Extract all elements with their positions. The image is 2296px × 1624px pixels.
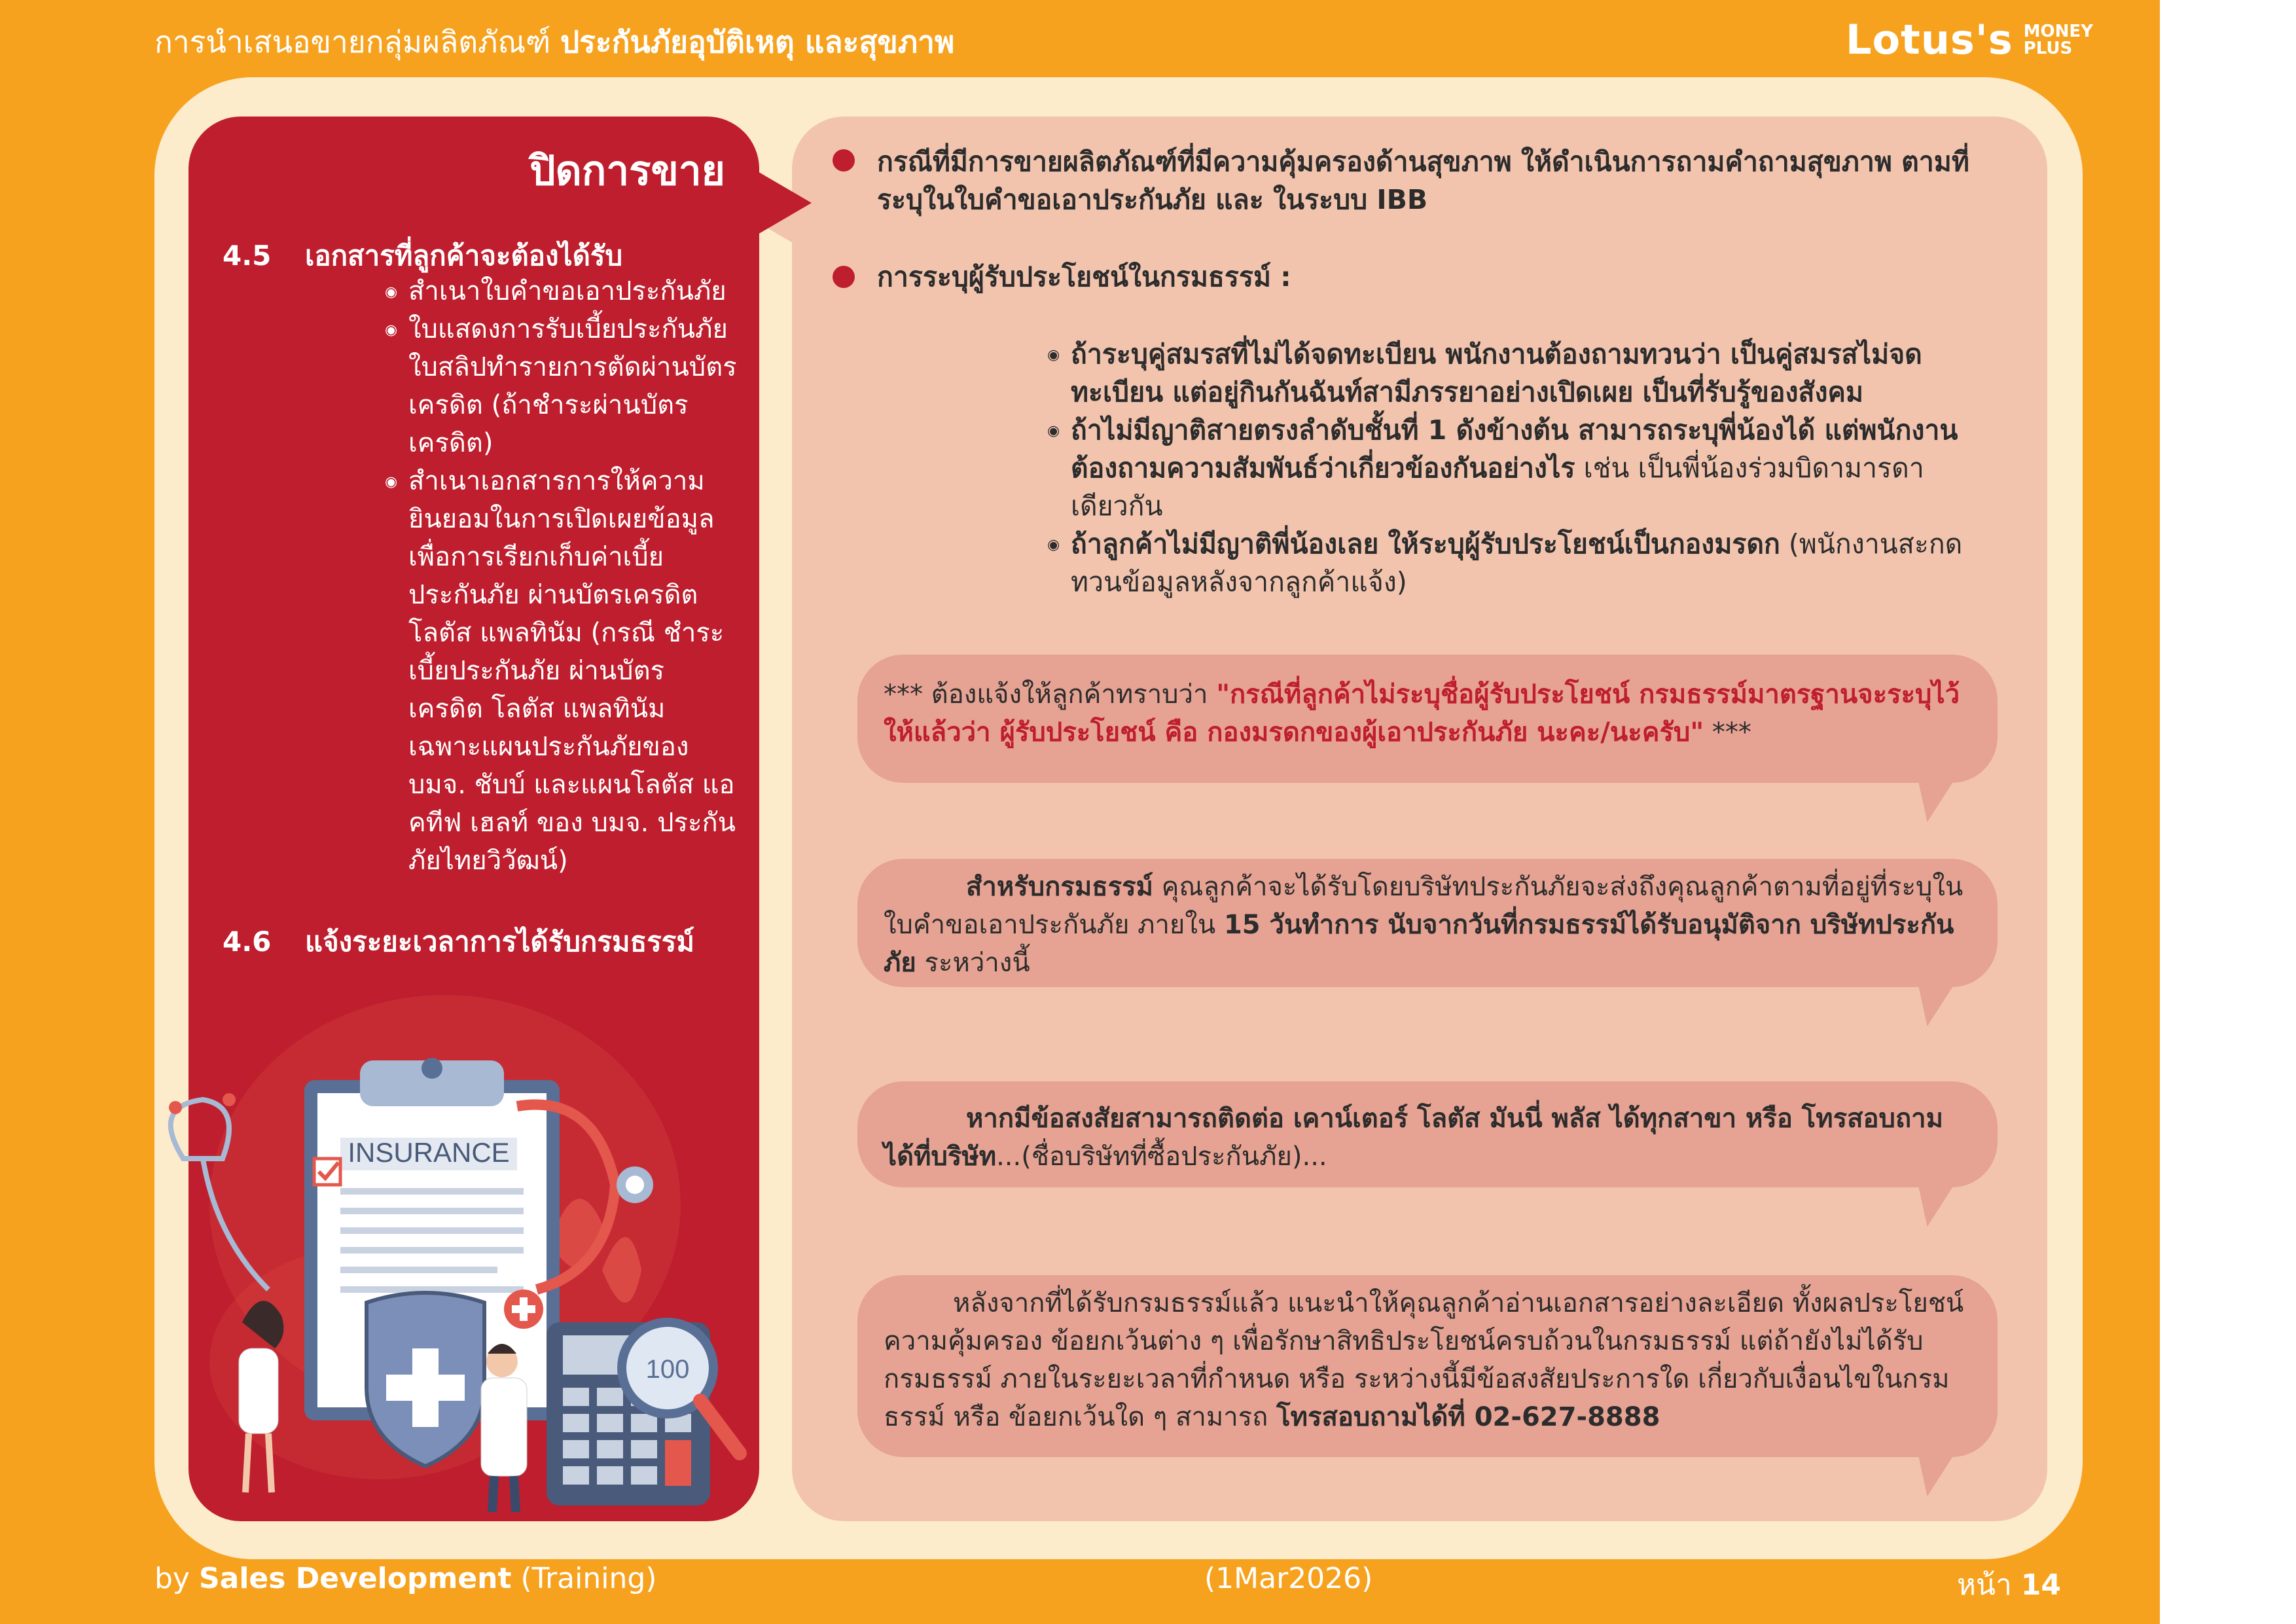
beneficiary-heading: การระบุผู้รับประโยชน์ในกรมธรรม์ : bbox=[877, 261, 1291, 293]
left-panel-title: ปิดการขาย bbox=[529, 147, 725, 194]
lotus-money-plus-logo bbox=[1846, 16, 2093, 63]
page-number bbox=[1957, 1562, 2061, 1608]
rule-text: ถ้าระบุคู่สมรสที่ไม่ได้จดทะเบียน พนักงานต้องถามทวนว่า เป็นคู่สมรสไม่จดทะเบียน แต่อยู่กินกันฉันท์สามีภรรยาอย่างเปิดเผย เป็นที่รับรู้ของสังคม bbox=[1071, 338, 1922, 408]
notice-bubble bbox=[857, 655, 1998, 783]
insurance-label: INSURANCE bbox=[348, 1137, 510, 1168]
header-bold: ประกันภัยอุบัติเหตุ และสุขภาพ bbox=[560, 24, 955, 60]
footer-by: by bbox=[154, 1562, 199, 1595]
header-plain: การนำเสนอขายกลุ่มผลิตภัณฑ์ bbox=[154, 24, 560, 60]
notice-pre: *** ต้องแจ้งให้ลูกค้าทราบว่า bbox=[884, 679, 1217, 710]
section-number: 4.6 bbox=[223, 926, 272, 958]
delivery-text: คุณลูกค้าจะได้รับโดยบริษัทประกันภัยจะส่งถึงคุณลูกค้าตามที่อยู่ที่ระบุในใบคำขอเอาประกันภัย ภายใน bbox=[884, 872, 1964, 940]
hotline-number: โทรสอบถามได้ที่ 02-627-8888 bbox=[1276, 1402, 1660, 1432]
footer-team: Sales Development bbox=[198, 1562, 512, 1595]
rule-note: (พนักงานสะกดทวนข้อมูลหลังจากลูกค้าแจ้ง) bbox=[1071, 528, 1963, 598]
policy-delivery-bubble bbox=[857, 859, 1998, 987]
list-item: ◉ สำเนาใบคำขอเอาประกันภัย bbox=[385, 272, 738, 310]
footer-date: (1Mar2026) bbox=[1204, 1562, 1373, 1595]
delivery-bold: สำหรับกรมธรรม์ bbox=[966, 872, 1153, 902]
list-item bbox=[1047, 411, 1977, 525]
section-title: แจ้งระยะเวลาการได้รับกรมธรรม์ bbox=[305, 926, 695, 958]
list-item bbox=[1047, 335, 1977, 411]
document-list bbox=[385, 272, 738, 880]
rule-text: ถ้าไม่มีญาติสายตรงลำดับชั้นที่ 1 ดังข้างต้น สามารถระบุพี่น้องได้ แต่พนักงานต้องถามความสัมพันธ์ว่าเกี่ยวข้องกันอย่างไร bbox=[1071, 414, 1958, 484]
section-4-6 bbox=[223, 920, 694, 964]
logo-main: Lotus's bbox=[1846, 16, 2013, 63]
contact-text: ...(ชื่อบริษัทที่ซื้อประกันภัย)... bbox=[996, 1142, 1327, 1172]
svg-text:100: 100 bbox=[645, 1355, 690, 1384]
rule-text: ถ้าลูกค้าไม่มีญาติพี่น้องเลย ให้ระบุผู้รับประโยชน์เป็นกองมรดก bbox=[1071, 528, 1780, 560]
list-item: ◉ สำเนาเอกสารการให้ความยินยอมในการเปิดเผยข้อมูลเพื่อการเรียกเก็บค่าเบี้ยประกันภัย ผ่านบัตรเครดิตโลตัส แพลทินัม (กรณี ชำระเบี้ยประกันภัย ผ่านบัตรเครดิต โลตัส แพลทินัม เฉพาะแผนประกันภัยของ บมจ. ชับบ์ และแผนโลตัส แอคทีฟ เฮลท์ ของ บมจ. ประกันภัยไทยวิวัฒน์) bbox=[385, 462, 738, 880]
list-item: ◉ ใบแสดงการรับเบี้ยประกันภัย ใบสลิปทำรายการตัดผ่านบัตรเครดิต (ถ้าชำระผ่านบัตรเครดิต) bbox=[385, 310, 738, 462]
delivery-text: ระหว่างนี้ bbox=[916, 948, 1030, 978]
section-title: เอกสารที่ลูกค้าจะต้องได้รับ bbox=[305, 240, 623, 272]
section-4-5 bbox=[223, 234, 622, 278]
contact-bubble bbox=[857, 1081, 1998, 1187]
page-header bbox=[154, 18, 954, 66]
after-policy-bubble bbox=[857, 1275, 1998, 1457]
notice-quote: "กรณีที่ลูกค้าไม่ระบุชื่อผู้รับประโยชน์ กรมธรรม์มาตรฐานจะระบุไว้ให้แล้วว่า ผู้รับประโยชน์ คือ กองมรดกของผู้เอาประกันภัย นะคะ/นะครับ" bbox=[884, 679, 1960, 748]
notice-post: *** bbox=[1704, 717, 1751, 748]
footer-credit bbox=[154, 1562, 656, 1595]
beneficiary-rules bbox=[1047, 335, 1977, 601]
page-num: 14 bbox=[2020, 1568, 2062, 1602]
after-policy-text: หลังจากที่ได้รับกรมธรรม์แล้ว แนะนำให้คุณลูกค้าอ่านเอกสารอย่างละเอียด ทั้งผลประโยชน์ความคุ้มครอง ข้อยกเว้นต่าง ๆ เพื่อรักษาสิทธิประโยชน์ครบถ้วนในกรมธรรม์ แต่ถ้ายังไม่ได้รับกรมธรรม์ ภายในระยะเวลาที่กำหนด หรือ ระหว่างนี้มีข้อสงสัยประการใด เกี่ยวกับเงื่อนไขในกรมธรรม์ หรือ ข้อยกเว้นใด ๆ สามารถ bbox=[884, 1288, 1964, 1432]
delivery-period: 15 วันทำการ นับจากวันที่กรมธรรม์ได้รับอนุมัติจาก บริษัทประกันภัย bbox=[884, 910, 1954, 978]
contact-bold: หากมีข้อสงสัยสามารถติดต่อ เคาน์เตอร์ โลตัส มันนี่ พลัส ได้ทุกสาขา หรือ โทรสอบถามได้ที่บริษัท bbox=[884, 1104, 1943, 1172]
logo-sub-1: MONEY bbox=[2023, 21, 2093, 41]
rule-note: เช่น เป็นพี่น้องร่วมบิดามารดาเดียวกัน bbox=[1071, 452, 1924, 522]
list-item bbox=[1047, 525, 1977, 601]
bullet-dot bbox=[833, 149, 855, 171]
footer-training: (Training) bbox=[511, 1562, 657, 1595]
bullet-dot bbox=[833, 266, 855, 288]
page-label: หน้า bbox=[1957, 1568, 2021, 1602]
logo-sub-2: PLUS bbox=[2023, 38, 2073, 58]
health-question-note: กรณีที่มีการขายผลิตภัณฑ์ที่มีความคุ้มครองด้านสุขภาพ ให้ดำเนินการถามคำถามสุขภาพ ตามที่ระบุในใบคำขอเอาประกันภัย และ ในระบบ IBB bbox=[877, 146, 1969, 215]
section-number: 4.5 bbox=[223, 240, 272, 272]
insurance-illustration bbox=[131, 995, 785, 1519]
logo-sub bbox=[2024, 23, 2093, 57]
